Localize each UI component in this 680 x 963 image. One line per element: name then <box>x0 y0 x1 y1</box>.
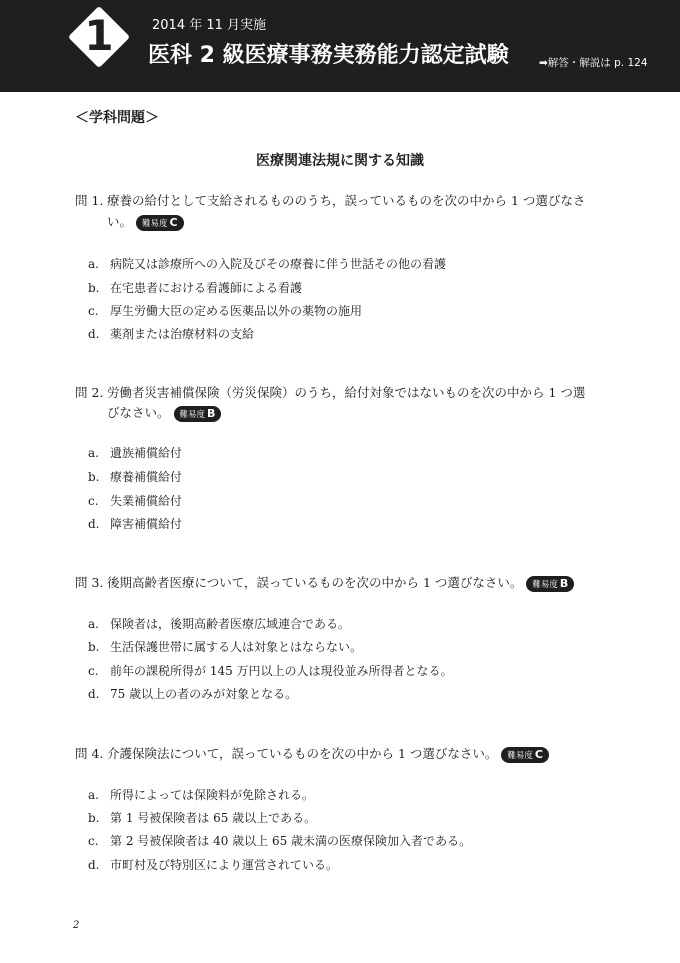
option-label: d. <box>88 327 100 341</box>
option-text: 療養補償給付 <box>110 470 183 484</box>
question-text-line2-text: びなさい。 <box>107 405 170 420</box>
question-number: 問 1. <box>75 193 104 208</box>
option-text: 失業補償給付 <box>110 494 183 508</box>
option-c <box>88 302 362 320</box>
difficulty-badge <box>136 215 184 231</box>
question-number: 問 4. <box>75 746 104 761</box>
answer-reference: ➡解答・解説は p. 124 <box>539 57 648 69</box>
question-text-line2 <box>107 212 184 232</box>
option-label: c. <box>88 494 99 508</box>
difficulty-badge <box>174 406 222 422</box>
option-label: b. <box>88 470 100 484</box>
option-b <box>88 279 302 297</box>
option-a <box>88 255 446 273</box>
section-heading: ＜学科問題＞ <box>75 110 159 126</box>
option-text: 病院又は診療所への入院及びその療養に伴う世話その他の看護 <box>110 257 447 271</box>
option-label: a. <box>88 788 99 802</box>
question-text-line2 <box>107 403 221 423</box>
option-text: 75 歳以上の者のみが対象となる。 <box>110 687 298 701</box>
option-label: b. <box>88 811 100 825</box>
option-d <box>88 515 182 533</box>
option-label: c. <box>88 664 99 678</box>
question-text-line1 <box>107 744 549 764</box>
question-text-line1: 労働者災害補償保険（労災保険）のうち，給付対象ではないものを次の中から 1 つ選 <box>107 385 586 400</box>
difficulty-badge <box>526 576 574 592</box>
option-label: c. <box>88 834 99 848</box>
difficulty-label: 難易度 <box>532 579 558 590</box>
option-label: c. <box>88 304 99 318</box>
option-d <box>88 856 338 874</box>
difficulty-label: 難易度 <box>507 750 533 761</box>
option-b <box>88 809 316 827</box>
option-a <box>88 444 182 462</box>
option-label: d. <box>88 687 100 701</box>
exam-title: 医科 2 級医療事務実務能力認定試験 <box>148 43 509 68</box>
page-number: 2 <box>73 920 80 931</box>
chapter-number: 1 <box>84 11 114 60</box>
option-text: 第 1 号被保険者は 65 歳以上である。 <box>110 811 317 825</box>
topic-heading: 医療関連法規に関する知識 <box>256 153 424 169</box>
option-text: 障害補償給付 <box>110 517 183 531</box>
option-text: 前年の課税所得が 145 万円以上の人は現役並み所得者となる。 <box>110 664 453 678</box>
option-b <box>88 638 362 656</box>
question-text-line1 <box>107 573 574 593</box>
question-text-line2-text: い。 <box>107 214 133 229</box>
option-d <box>88 325 254 343</box>
option-label: a. <box>88 446 99 460</box>
option-text: 保険者は，後期高齢者医療広域連合である。 <box>110 617 351 631</box>
question-text-line1-text: 介護保険法について，誤っているものを次の中から 1 つ選びなさい。 <box>107 746 498 761</box>
difficulty-badge <box>501 747 549 763</box>
option-b <box>88 468 182 486</box>
difficulty-level: C <box>534 747 543 761</box>
question-text-line1: 療養の給付として支給されるもののうち，誤っているものを次の中から 1 つ選びなさ <box>107 193 586 208</box>
option-text: 所得によっては保険料が免除される。 <box>110 788 315 802</box>
option-text: 第 2 号被保険者は 40 歳以上 65 歳未満の医療保険加入者である。 <box>110 834 472 848</box>
difficulty-label: 難易度 <box>142 218 168 229</box>
option-text: 遺族補償給付 <box>110 446 183 460</box>
difficulty-level: C <box>169 215 178 229</box>
option-label: d. <box>88 858 100 872</box>
question-text-line1-text: 後期高齢者医療について，誤っているものを次の中から 1 つ選びなさい。 <box>107 575 523 590</box>
option-text: 厚生労働大臣の定める医薬品以外の薬物の施用 <box>110 304 363 318</box>
chapter-badge <box>68 6 130 68</box>
difficulty-label: 難易度 <box>179 409 206 420</box>
option-a <box>88 615 350 633</box>
question-number: 問 2. <box>75 385 104 400</box>
option-c <box>88 662 453 680</box>
difficulty-level: B <box>559 576 569 590</box>
exam-date: 2014 年 11 月実施 <box>152 18 267 33</box>
option-a <box>88 786 314 804</box>
option-label: a. <box>88 617 99 631</box>
option-text: 市町村及び特別区により運営されている。 <box>110 858 339 872</box>
option-d <box>88 685 297 703</box>
exam-header <box>0 0 680 92</box>
option-label: b. <box>88 640 100 654</box>
option-label: a. <box>88 257 99 271</box>
option-text: 在宅患者における看護師による看護 <box>110 281 303 295</box>
option-label: b. <box>88 281 100 295</box>
option-text: 薬剤または治療材料の支給 <box>110 327 255 341</box>
option-label: d. <box>88 517 100 531</box>
option-c <box>88 492 182 510</box>
question-number: 問 3. <box>75 575 104 590</box>
option-text: 生活保護世帯に属する人は対象とはならない。 <box>110 640 363 654</box>
difficulty-level: B <box>207 406 216 420</box>
option-c <box>88 832 471 850</box>
